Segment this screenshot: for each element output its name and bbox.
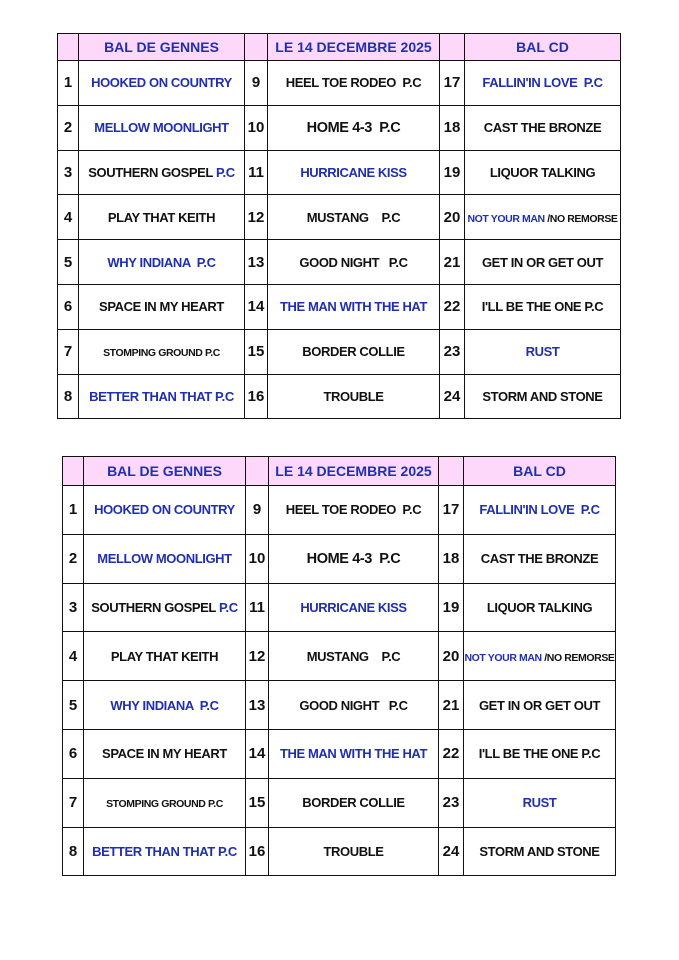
song-number: 19 — [439, 583, 464, 632]
song-title — [79, 329, 245, 374]
song-number: 4 — [63, 632, 84, 681]
song-number: 21 — [439, 681, 464, 730]
song-title-part: BETTER THAN THAT P.C — [92, 843, 237, 859]
song-number: 19 — [440, 150, 465, 195]
song-title-part: GET IN OR GET OUT — [481, 254, 604, 270]
song-title-part: HEEL TOE RODEO P.C — [285, 502, 422, 518]
song-number: 18 — [440, 105, 465, 150]
song-title-part: CAST THE BRONZE — [480, 551, 599, 567]
song-number: 9 — [245, 61, 268, 106]
song-title — [269, 534, 439, 583]
song-number: 4 — [58, 195, 79, 240]
table-row — [63, 827, 616, 876]
song-title — [464, 778, 616, 827]
header-title-cell: LE 14 DECEMBRE 2025 — [268, 34, 440, 61]
song-number: 6 — [63, 729, 84, 778]
song-number: 10 — [245, 105, 268, 150]
song-title-part: STORM AND STONE — [482, 388, 603, 404]
song-title — [465, 105, 621, 150]
song-title-part: LIQUOR TALKING — [486, 599, 593, 615]
song-number: 11 — [245, 150, 268, 195]
song-title — [268, 374, 440, 419]
header-title-cell: BAL CD — [465, 34, 621, 61]
song-title — [79, 61, 245, 106]
song-title-part: MELLOW MOONLIGHT — [97, 551, 232, 567]
song-title — [465, 329, 621, 374]
song-title-part: PLAY THAT KEITH — [110, 648, 219, 664]
table-row — [58, 61, 621, 106]
song-title-part: BETTER THAN THAT P.C — [89, 388, 234, 404]
song-title — [84, 583, 246, 632]
song-number: 7 — [63, 778, 84, 827]
song-number: 8 — [58, 374, 79, 419]
table-row — [63, 778, 616, 827]
song-title-part: SPACE IN MY HEART — [99, 299, 224, 315]
song-title-part: MUSTANG P.C — [306, 209, 401, 225]
song-number: 16 — [246, 827, 269, 876]
song-title-part: TROUBLE — [323, 843, 384, 859]
song-title-part: LIQUOR TALKING — [489, 164, 596, 180]
song-title-part: HOME 4-3 P.C — [306, 119, 401, 136]
song-title-part: RUST — [525, 344, 560, 360]
song-title — [465, 374, 621, 419]
song-title — [84, 729, 246, 778]
table-row — [58, 105, 621, 150]
song-title-part: P.C — [218, 599, 238, 615]
song-title-part: HOME 4-3 P.C — [306, 550, 401, 567]
song-title — [84, 778, 246, 827]
table-header-row — [63, 457, 616, 486]
song-title — [269, 729, 439, 778]
song-number: 16 — [245, 374, 268, 419]
song-title — [84, 827, 246, 876]
song-title-part: NOT YOUR MAN — [464, 651, 545, 664]
song-title — [269, 827, 439, 876]
song-number: 6 — [58, 284, 79, 329]
song-title-part: THE MAN WITH THE HAT — [279, 746, 428, 762]
song-number: 2 — [58, 105, 79, 150]
song-title-part: HURRICANE KISS — [300, 164, 407, 180]
song-number: 24 — [439, 827, 464, 876]
song-title-part: BORDER COLLIE — [302, 344, 405, 360]
table-row — [58, 240, 621, 285]
song-title — [268, 150, 440, 195]
header-title-cell: BAL DE GENNES — [79, 34, 245, 61]
song-number: 9 — [246, 486, 269, 535]
song-title — [269, 486, 439, 535]
table-row — [58, 150, 621, 195]
song-title — [464, 827, 616, 876]
song-title-part: THE MAN WITH THE HAT — [279, 299, 428, 315]
song-number: 12 — [245, 195, 268, 240]
playlist-table-bottom — [62, 456, 616, 876]
song-number: 2 — [63, 534, 84, 583]
table-row — [58, 284, 621, 329]
song-number: 14 — [245, 284, 268, 329]
header-number-cell — [439, 457, 464, 486]
song-number: 1 — [58, 61, 79, 106]
table-row — [63, 681, 616, 730]
header-title-cell: LE 14 DECEMBRE 2025 — [269, 457, 439, 486]
header-title-cell: BAL DE GENNES — [84, 457, 246, 486]
song-number: 11 — [246, 583, 269, 632]
table-row — [58, 329, 621, 374]
song-title-part: GOOD NIGHT P.C — [299, 254, 408, 270]
song-number: 24 — [440, 374, 465, 419]
song-number: 21 — [440, 240, 465, 285]
song-number: 3 — [63, 583, 84, 632]
song-title-part: BORDER COLLIE — [302, 795, 405, 811]
table-row — [63, 486, 616, 535]
song-number: 7 — [58, 329, 79, 374]
song-title-part: STOMPING GROUND P.C — [103, 347, 220, 360]
song-number: 3 — [58, 150, 79, 195]
song-title — [464, 583, 616, 632]
song-title — [84, 534, 246, 583]
header-number-cell — [58, 34, 79, 61]
song-title-part: NOT YOUR MAN — [467, 212, 548, 225]
song-title-part: I'LL BE THE ONE P.C — [478, 746, 601, 762]
song-title — [464, 486, 616, 535]
header-number-cell — [63, 457, 84, 486]
table-header-row — [58, 34, 621, 61]
song-title — [269, 583, 439, 632]
header-number-cell — [246, 457, 269, 486]
song-title-part: /NO REMORSE — [547, 212, 618, 225]
song-title — [268, 195, 440, 240]
song-title — [465, 284, 621, 329]
song-number: 17 — [440, 61, 465, 106]
song-number: 14 — [246, 729, 269, 778]
song-number: 18 — [439, 534, 464, 583]
song-title-part: MELLOW MOONLIGHT — [94, 120, 229, 136]
song-title-part: FALLIN'IN LOVE P.C — [482, 75, 603, 91]
song-number: 13 — [245, 240, 268, 285]
song-title — [465, 195, 621, 240]
song-title-part: /NO REMORSE — [544, 651, 615, 664]
song-title-part: MUSTANG P.C — [306, 648, 401, 664]
song-title-part: CAST THE BRONZE — [483, 120, 602, 136]
song-title — [465, 61, 621, 106]
song-title-part: WHY INDIANA P.C — [110, 697, 219, 713]
song-number: 5 — [58, 240, 79, 285]
song-number: 8 — [63, 827, 84, 876]
song-title-part: SPACE IN MY HEART — [102, 746, 227, 762]
song-number: 23 — [440, 329, 465, 374]
song-number: 10 — [246, 534, 269, 583]
song-title-part: SOUTHERN GOSPEL — [88, 164, 216, 180]
song-title-part: SOUTHERN GOSPEL — [91, 599, 219, 615]
song-title — [465, 150, 621, 195]
song-title-part: PLAY THAT KEITH — [107, 209, 216, 225]
song-number: 5 — [63, 681, 84, 730]
table-row — [58, 195, 621, 240]
table-row — [63, 583, 616, 632]
song-title — [465, 240, 621, 285]
song-number: 15 — [245, 329, 268, 374]
table-row — [63, 534, 616, 583]
song-title — [268, 329, 440, 374]
song-title-part: TROUBLE — [323, 388, 384, 404]
song-title — [79, 150, 245, 195]
song-number: 20 — [440, 195, 465, 240]
song-number: 1 — [63, 486, 84, 535]
song-title — [268, 61, 440, 106]
playlist-table-top — [57, 33, 621, 419]
song-title — [268, 105, 440, 150]
header-number-cell — [245, 34, 268, 61]
song-title — [84, 632, 246, 681]
song-title — [269, 632, 439, 681]
song-title-part: HOOKED ON COUNTRY — [94, 502, 235, 518]
song-number: 12 — [246, 632, 269, 681]
song-title — [79, 240, 245, 285]
table-row — [63, 632, 616, 681]
table-row — [58, 374, 621, 419]
header-title-cell: BAL CD — [464, 457, 616, 486]
song-title — [464, 681, 616, 730]
song-title-part: STOMPING GROUND P.C — [106, 798, 223, 811]
song-number: 22 — [440, 284, 465, 329]
song-title-part: STORM AND STONE — [479, 843, 600, 859]
header-number-cell — [440, 34, 465, 61]
song-title-part: HURRICANE KISS — [300, 599, 407, 615]
song-title — [464, 729, 616, 778]
song-title — [84, 681, 246, 730]
song-title — [269, 778, 439, 827]
song-number: 17 — [439, 486, 464, 535]
song-number: 13 — [246, 681, 269, 730]
song-title-part: WHY INDIANA P.C — [107, 254, 216, 270]
song-number: 23 — [439, 778, 464, 827]
song-title-part: RUST — [522, 795, 557, 811]
song-title — [268, 240, 440, 285]
song-title — [79, 195, 245, 240]
song-number: 20 — [439, 632, 464, 681]
song-title-part: GOOD NIGHT P.C — [299, 697, 408, 713]
song-title — [269, 681, 439, 730]
song-title-part: FALLIN'IN LOVE P.C — [479, 502, 600, 518]
song-title-part: HEEL TOE RODEO P.C — [285, 75, 422, 91]
song-number: 15 — [246, 778, 269, 827]
song-number: 22 — [439, 729, 464, 778]
song-title — [84, 486, 246, 535]
song-title — [79, 374, 245, 419]
song-title-part: GET IN OR GET OUT — [478, 697, 601, 713]
song-title — [464, 632, 616, 681]
song-title — [464, 534, 616, 583]
song-title — [79, 105, 245, 150]
table-row — [63, 729, 616, 778]
song-title — [268, 284, 440, 329]
song-title-part: P.C — [215, 164, 235, 180]
song-title — [79, 284, 245, 329]
song-title-part: HOOKED ON COUNTRY — [91, 75, 232, 91]
song-title-part: I'LL BE THE ONE P.C — [481, 299, 604, 315]
